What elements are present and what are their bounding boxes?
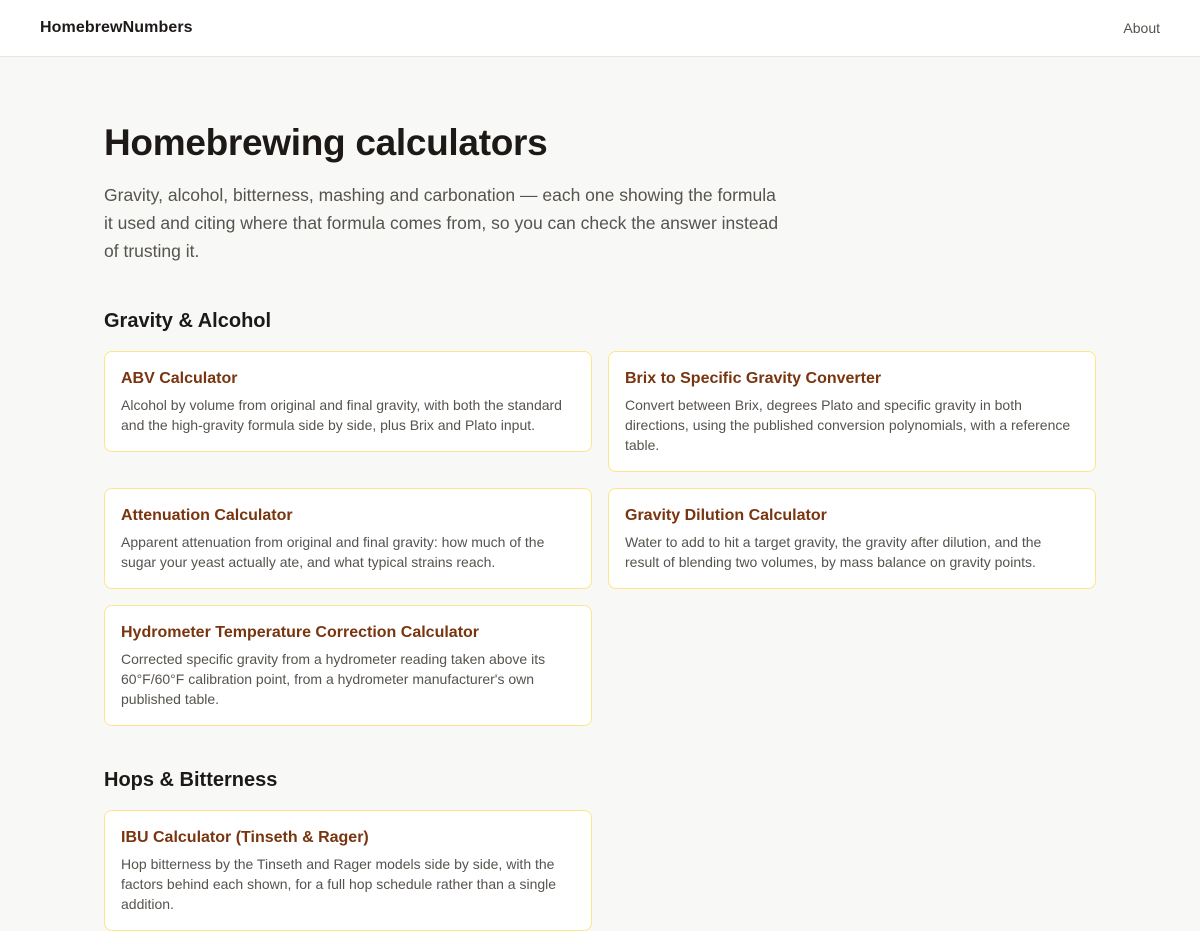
card-description: Alcohol by volume from original and final gravity, with both the standard and the high-gravity formula side by side, plus Brix and Plato input. — [121, 397, 562, 433]
card-title: Brix to Specific Gravity Converter — [625, 370, 882, 387]
card-title: Attenuation Calculator — [121, 507, 293, 524]
card-ibu-calculator[interactable] — [104, 810, 592, 931]
about-link[interactable]: About — [1123, 20, 1160, 36]
section-title: Hops & Bitterness — [104, 769, 278, 791]
card-hydrometer-temperature-correction[interactable] — [104, 605, 592, 726]
card-abv-calculator[interactable] — [104, 351, 592, 452]
page-title: Homebrewing calculators — [104, 122, 548, 163]
top-navigation-bar — [0, 0, 1200, 57]
section-gravity-alcohol — [104, 307, 1096, 726]
card-description: Apparent attenuation from original and final gravity: how much of the sugar your yeast actually ate, and what typical strains reach. — [121, 534, 545, 570]
section-hops-bitterness — [104, 766, 1096, 931]
page-intro: Gravity, alcohol, bitterness, mashing and carbonation — each one showing the formula it used and citing where that formula comes from, so you can check the answer instead of trusting it. — [104, 185, 779, 261]
card-gravity-dilution-calculator[interactable] — [608, 488, 1096, 589]
card-title: IBU Calculator (Tinseth & Rager) — [121, 829, 369, 846]
card-title: ABV Calculator — [121, 370, 238, 387]
site-logo-link[interactable]: HomebrewNumbers — [40, 19, 193, 36]
card-description: Convert between Brix, degrees Plato and specific gravity in both directions, using the published conversion polynomials, with a reference table. — [625, 397, 1071, 453]
card-brix-sg-converter[interactable] — [608, 351, 1096, 472]
section-title: Gravity & Alcohol — [104, 310, 272, 332]
card-title: Gravity Dilution Calculator — [625, 507, 827, 524]
card-attenuation-calculator[interactable] — [104, 488, 592, 589]
card-description: Water to add to hit a target gravity, the gravity after dilution, and the result of blending two volumes, by mass balance on gravity points. — [625, 534, 1042, 570]
calculator-grid — [104, 351, 1096, 726]
card-description: Hop bitterness by the Tinseth and Rager models side by side, with the factors behind each shown, for a full hop schedule rather than a single addition. — [121, 856, 557, 912]
card-description: Corrected specific gravity from a hydrometer reading taken above its 60°F/60°F calibration point, from a hydrometer manufacturer's own published table. — [121, 651, 546, 707]
card-title: Hydrometer Temperature Correction Calculator — [121, 624, 480, 641]
main-content — [0, 121, 1200, 931]
calculator-grid — [104, 810, 1096, 931]
